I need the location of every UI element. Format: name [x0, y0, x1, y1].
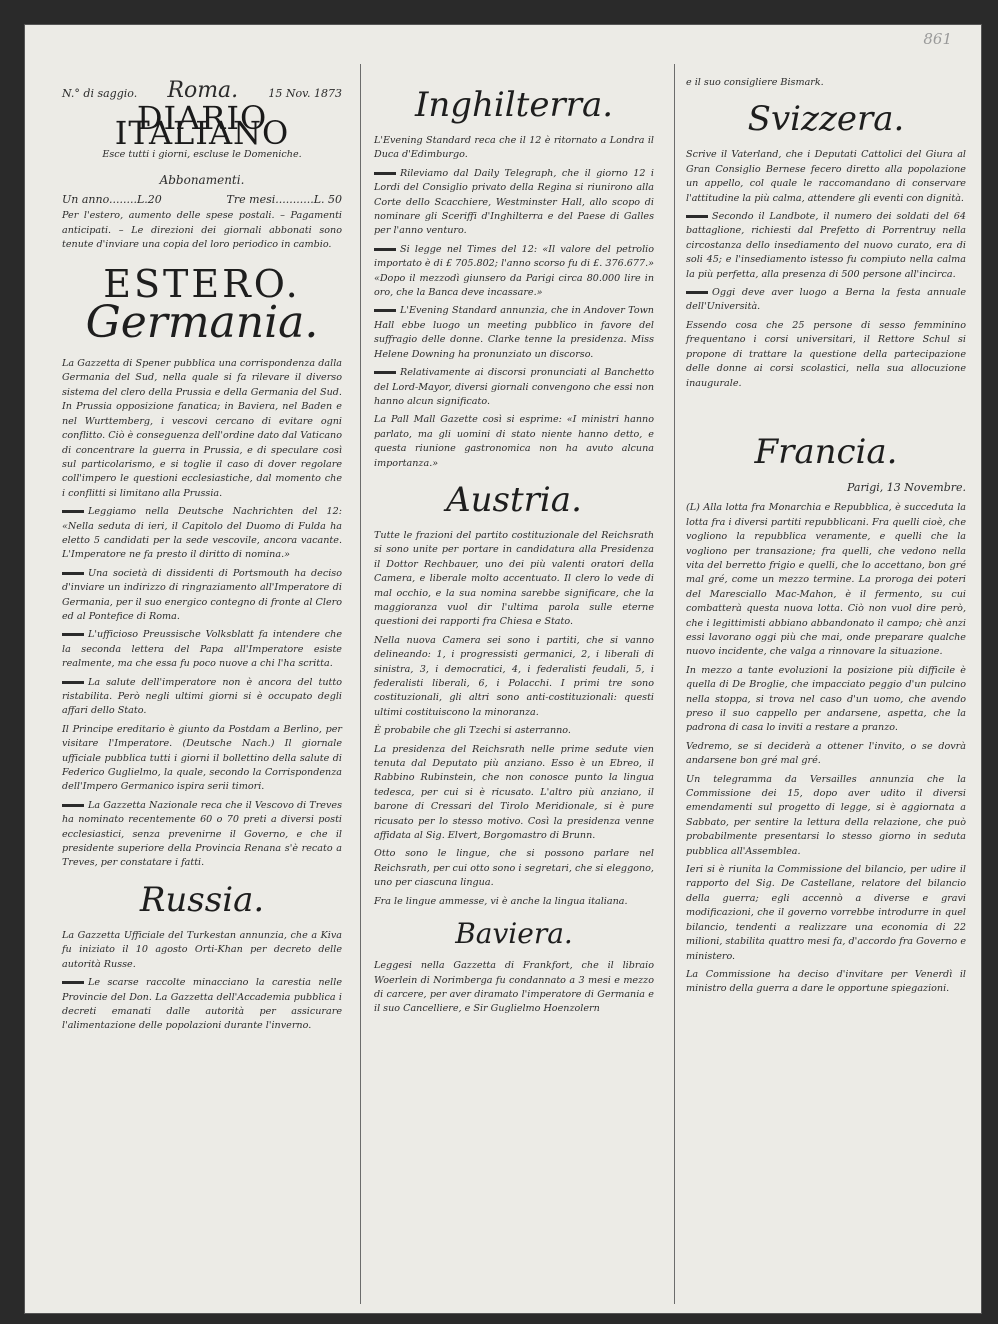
date-label: 15 Nov. 1873: [268, 87, 342, 100]
paragraph: Il Principe ereditario è giunto da Postdam a Berlino, per visitare l'Imperatore. (Deutsche Nach.) Il giornale ufficiale pubblica tutti i giorni il bollettino della salute di Federico Guglielmo, la quale, secondo la Corrispondenza dell'Impero Germanico ispira serii timori.: [62, 723, 342, 793]
paragraph: Le scarse raccolte minacciano la carestia nelle Provincie del Don. La Gazzetta dell'Accademia pubblica i decreti emanati dalle autorità per assicurare l'alimentazione delle popolazioni durante l'inverno.: [62, 977, 342, 1032]
paragraph: È probabile che gli Tzechi si asterranno.: [374, 725, 571, 737]
dash-mark: [62, 510, 84, 513]
paragraph: (L) Alla lotta fra Monarchia e Repubblica, è succeduta la lotta fra i diversi partiti repubblicani. Fra quelli cioè, che vogliono la repubblica veramente, e quelli che la vogliono per transazione; fra quelli, che vedono nella vita del berretto frigio e quelli, che lo accettano, bon gré mal gré, come un mezzo termine. La proroga dei poteri del Maresciallo Mac-Mahon, è il fermento, su cui combatterà questa nuova lotta. Ciò non vuol dire però, che i legittimisti abbiano abbandonato il campo; chè anzi essi lavorano oggi più che mai, onde preparare qualche nuovo incidente, che valga a rinnovare la situazione.: [686, 502, 966, 658]
column-right: [686, 76, 966, 1001]
heading-francia: Francia.: [754, 431, 898, 472]
paragraph: Un telegramma da Versailles annunzia che la Commissione dei 15, dopo aver udito il diversi emendamenti sul progetto di legge, si è aggiornata a Sabbato, per sentire la lettura della relazione, che può probabilmente presentarsi lo stesso giorno in seduta pubblica all'Assemblea.: [686, 773, 966, 857]
paragraph: La Gazzetta Nazionale reca che il Vescovo di Treves ha nominato recentemente 60 o 70 preti a diversi posti ecclesiastici, senza prevenirne il Governo, e che il presidente superiore della Provincia Renana s'è recato a Treves, per constatare i fatti.: [62, 799, 342, 869]
paragraph: Rileviamo dal Daily Telegraph, che il giorno 12 i Lordi del Consiglio privato della Regina si riunirono alla Corte dello Scacchiere, Westminster Hall, allo scopo di nominare gli Sceriffi d'Inghilterra e del Paese di Galles per l'anno venturo.: [374, 167, 654, 237]
paragraph: Leggesi nella Gazzetta di Frankfort, che il libraio Woerlein di Norimberga fu condannato a 3 mesi e mezzo di carcere, per aver diramato l'imperatore di Germania e il suo Cancelliere, e Sir Guglielmo Hoenzolern: [374, 960, 654, 1015]
paragraph: Nella nuova Camera sei sono i partiti, che si vanno delineando: 1, i progressisti germanici, 2, i liberali di sinistra, 3, i democratici, 4, i federalisti feudali, 5, i federalisti liberali, 6, i Polacchi. I primi tre sono costituzionali, gli altri sono anti-costituzionali: questi ultimi costituiscono la minoranza.: [374, 634, 654, 718]
paragraph: Fra le lingue ammesse, vi è anche la lingua italiana.: [374, 895, 628, 907]
section-estero: ESTERO.: [103, 261, 301, 306]
heading-russia: Russia.: [139, 879, 265, 920]
price-year: Un anno........L.20: [62, 193, 162, 207]
paragraph: Otto sono le lingue, che si possono parlare nel Reichsrath, per cui otto sono i segretari, che si eleggono, uno per ciascuna lingua.: [374, 848, 654, 889]
paragraph: L'Evening Standard annunzia, che in Andover Town Hall ebbe luogo un meeting pubblico in favore del suffragio delle donne. Clarke tenne la presidenza. Miss Helene Downing ha pronunziato un discorso.: [374, 305, 654, 360]
paragraph: Relativamente ai discorsi pronunciati al Banchetto del Lord-Mayor, diversi giornali convengono che essi non hanno alcun significato.: [374, 367, 654, 407]
paragraph: La Pall Mall Gazette così si esprime: «I ministri hanno parlato, ma gli uomini di stato niente hanno detto, e questa riunione gastronomica non ha avuto alcuna importanza.»: [374, 414, 654, 469]
dash-mark: [374, 309, 396, 312]
paragraph: Una società di dissidenti di Portsmouth ha deciso d'inviare un indirizzo di ringraziamento all'Imperatore di Germania, per il suo energico contegno di fronte al Clero ed al Pontefice di Roma.: [62, 567, 342, 622]
column-left: [62, 78, 342, 1038]
page-number: 861: [923, 30, 952, 48]
continuation-line: e il suo consigliere Bismark.: [686, 77, 824, 88]
paragraph: In mezzo a tante evoluzioni la posizione più difficile è quella di De Broglie, che impacciato peggio d'un pulcino nella stoppa, si trova nel caso d'un uomo, che avendo preso il suo cappello per andarsene, aspetta, che la padrona di casa lo inviti a restare a pranzo.: [686, 664, 966, 734]
paragraph: Leggiamo nella Deutsche Nachrichten del 12: «Nella seduta di ieri, il Capitolo del Duomo di Fulda ha eletto 5 candidati per la sede vescovile, ancora vacante. L'Imperatore ne fa presto il diritto di nomina.»: [62, 506, 342, 561]
heading-austria: Austria.: [446, 479, 582, 520]
paragraph: Ieri si è riunita la Commissione del bilancio, per udire il rapporto del Sig. De Castellane, relatore del bilancio della guerra; egli accennò a diverse e gravi modificazioni, che il governo vorrebbe introdurre in quel bilancio, tendenti a realizzare una economia di 22 milioni, stabilita quattro mesi fa, d'accordo fra Governo e ministero.: [686, 864, 966, 962]
paragraph: La presidenza del Reichsrath nelle prime sedute vien tenuta dal Deputato più anziano. Esso è un Ebreo, il Rabbino Rubinstein, che non conosce punto la lingua tedesca, per cui si è ricusato. L'altro più anziano, il barone di Cressari del Tirolo Meridionale, si è pure ricusato per lo stesso motivo. Così la presidenza venne affidata al Sig. Elvert, Borgomastro di Brunn.: [374, 743, 654, 842]
heading-baviera: Baviera.: [455, 917, 573, 951]
paragraph: Scrive il Vaterland, che i Deputati Cattolici del Giura al Gran Consiglio Bernese fecero diretto alla popolazione un appello, col quale le raccomandano di conservare l'attitudine la più calma, attendere gli eventi con dignità.: [686, 149, 966, 204]
dash-mark: [62, 681, 84, 684]
paragraph: La Commissione ha deciso d'invitare per Venerdì il ministro della guerra a dare le opportune spiegazioni.: [686, 968, 966, 995]
paragraph: Essendo cosa che 25 persone di sesso femminino frequentano i corsi universitari, il Rettore Schul si propone di trattare la questione della partecipazione delle donne ai corsi scolastici, nella sua allocuzione inaugurale.: [686, 319, 966, 389]
price-line: [62, 193, 342, 207]
paragraph: L'Evening Standard reca che il 12 è ritornato a Londra il Duca d'Edimburgo.: [374, 135, 654, 161]
city-label: Roma.: [167, 78, 239, 103]
dash-mark: [62, 572, 84, 575]
price-three-months: Tre mesi...........L. 50: [226, 193, 342, 207]
paragraph: Si legge nel Times del 12: «Il valore del petrolio importato è di £ 705.802; l'anno scorso fu di £. 376.677.» «Dopo il mezzodì giunsero da Parigi circa 80.000 lire in oro, che la Banca deve incassare.»: [374, 243, 654, 299]
heading-inghilterra: Inghilterra.: [414, 85, 614, 125]
dash-mark: [62, 633, 84, 636]
dash-mark: [686, 291, 708, 294]
masthead-note: Per l'estero, aumento delle spese postali. – Pagamenti anticipati. – Le direzioni dei giornali abbonati sono tenute d'inviare una copia del loro periodico in cambio.: [62, 210, 342, 251]
paragraph: La salute dell'imperatore non è ancora del tutto ristabilita. Però negli ultimi giorni si è occupato degli affari dello Stato.: [62, 676, 342, 717]
heading-germania: Germania.: [85, 297, 319, 349]
paragraph: Tutte le frazioni del partito costituzionale del Reichsrath si sono unite per portare in candidatura alla Presidenza il Dottor Rechbauer, uno dei più valenti oratori della Camera, e liberale molto accentuato. Il clero lo vede di mal occhio, e la sua nomina sarebbe significare, che la maggioranza vuol dir l'ultima parola sulle eterne questioni dei rapporti fra Chiesa e Stato.: [374, 529, 654, 628]
newspaper-title: DIARIO ITALIANO: [114, 99, 290, 152]
dash-mark: [374, 248, 396, 251]
issue-label: N.° di saggio.: [62, 87, 138, 100]
manuscript-page: [24, 24, 982, 1314]
newspaper-subtitle: Esce tutti i giorni, escluse le Domeniche.: [102, 149, 302, 161]
dash-mark: [62, 981, 84, 984]
heading-svizzera: Svizzera.: [747, 99, 905, 140]
column-middle: [374, 76, 654, 1021]
dateline: Parigi, 13 Novembre.: [847, 480, 966, 494]
column-divider: [360, 64, 361, 1304]
dash-mark: [686, 215, 708, 218]
paragraph: La Gazzetta Ufficiale del Turkestan annunzia, che a Kiva fu iniziato il 10 agosto Orti-Khan per decreto delle autorità Russe.: [62, 929, 342, 970]
paragraph: Oggi deve aver luogo a Berna la festa annuale dell'Università.: [686, 287, 966, 313]
paragraph: Secondo il Landbote, il numero dei soldati del 64 battaglione, richiesti dal Prefetto di Porrentruy nella circostanza dello insediamento del nuovo curato, era di soli 45; e l'insediamento istesso fu compiuto nella calma la più perfetta, alla presenza di 500 persone all'incirca.: [686, 211, 966, 280]
column-divider: [674, 64, 675, 1304]
dash-mark: [62, 804, 84, 807]
paragraph: L'ufficioso Preussische Volksblatt fa intendere che la seconda lettera del Papa all'Imperatore esiste realmente, ma che essa fu poco nuove a chi l'ha scritta.: [62, 629, 342, 670]
dash-mark: [374, 371, 396, 374]
dash-mark: [374, 172, 396, 175]
paragraph: Vedremo, se si deciderà a ottener l'invito, o se dovrà andarsene bon gré mal gré.: [686, 740, 966, 767]
subscriptions-heading: Abbonamenti.: [159, 172, 245, 187]
paragraph: La Gazzetta di Spener pubblica una corrispondenza dalla Germania del Sud, nella quale si fa rilevare il diverso sistema del clero della Prussia e della Germania del Sud. In Prussia opposizione fanatica; in Baviera, nel Baden e nel Wurttemberg, i vescovi cercano di evitare ogni conflitto. Ciò è conseguenza dell'ordine dato dal Vaticano di concentrare la guerra in Prussia, e di speculare così sul particolarismo, e si toglie il caso di dover regolare coll'impero le questioni ecclesiastiche, dal momento che i conflitti si limitano alla Prussia.: [62, 358, 342, 499]
